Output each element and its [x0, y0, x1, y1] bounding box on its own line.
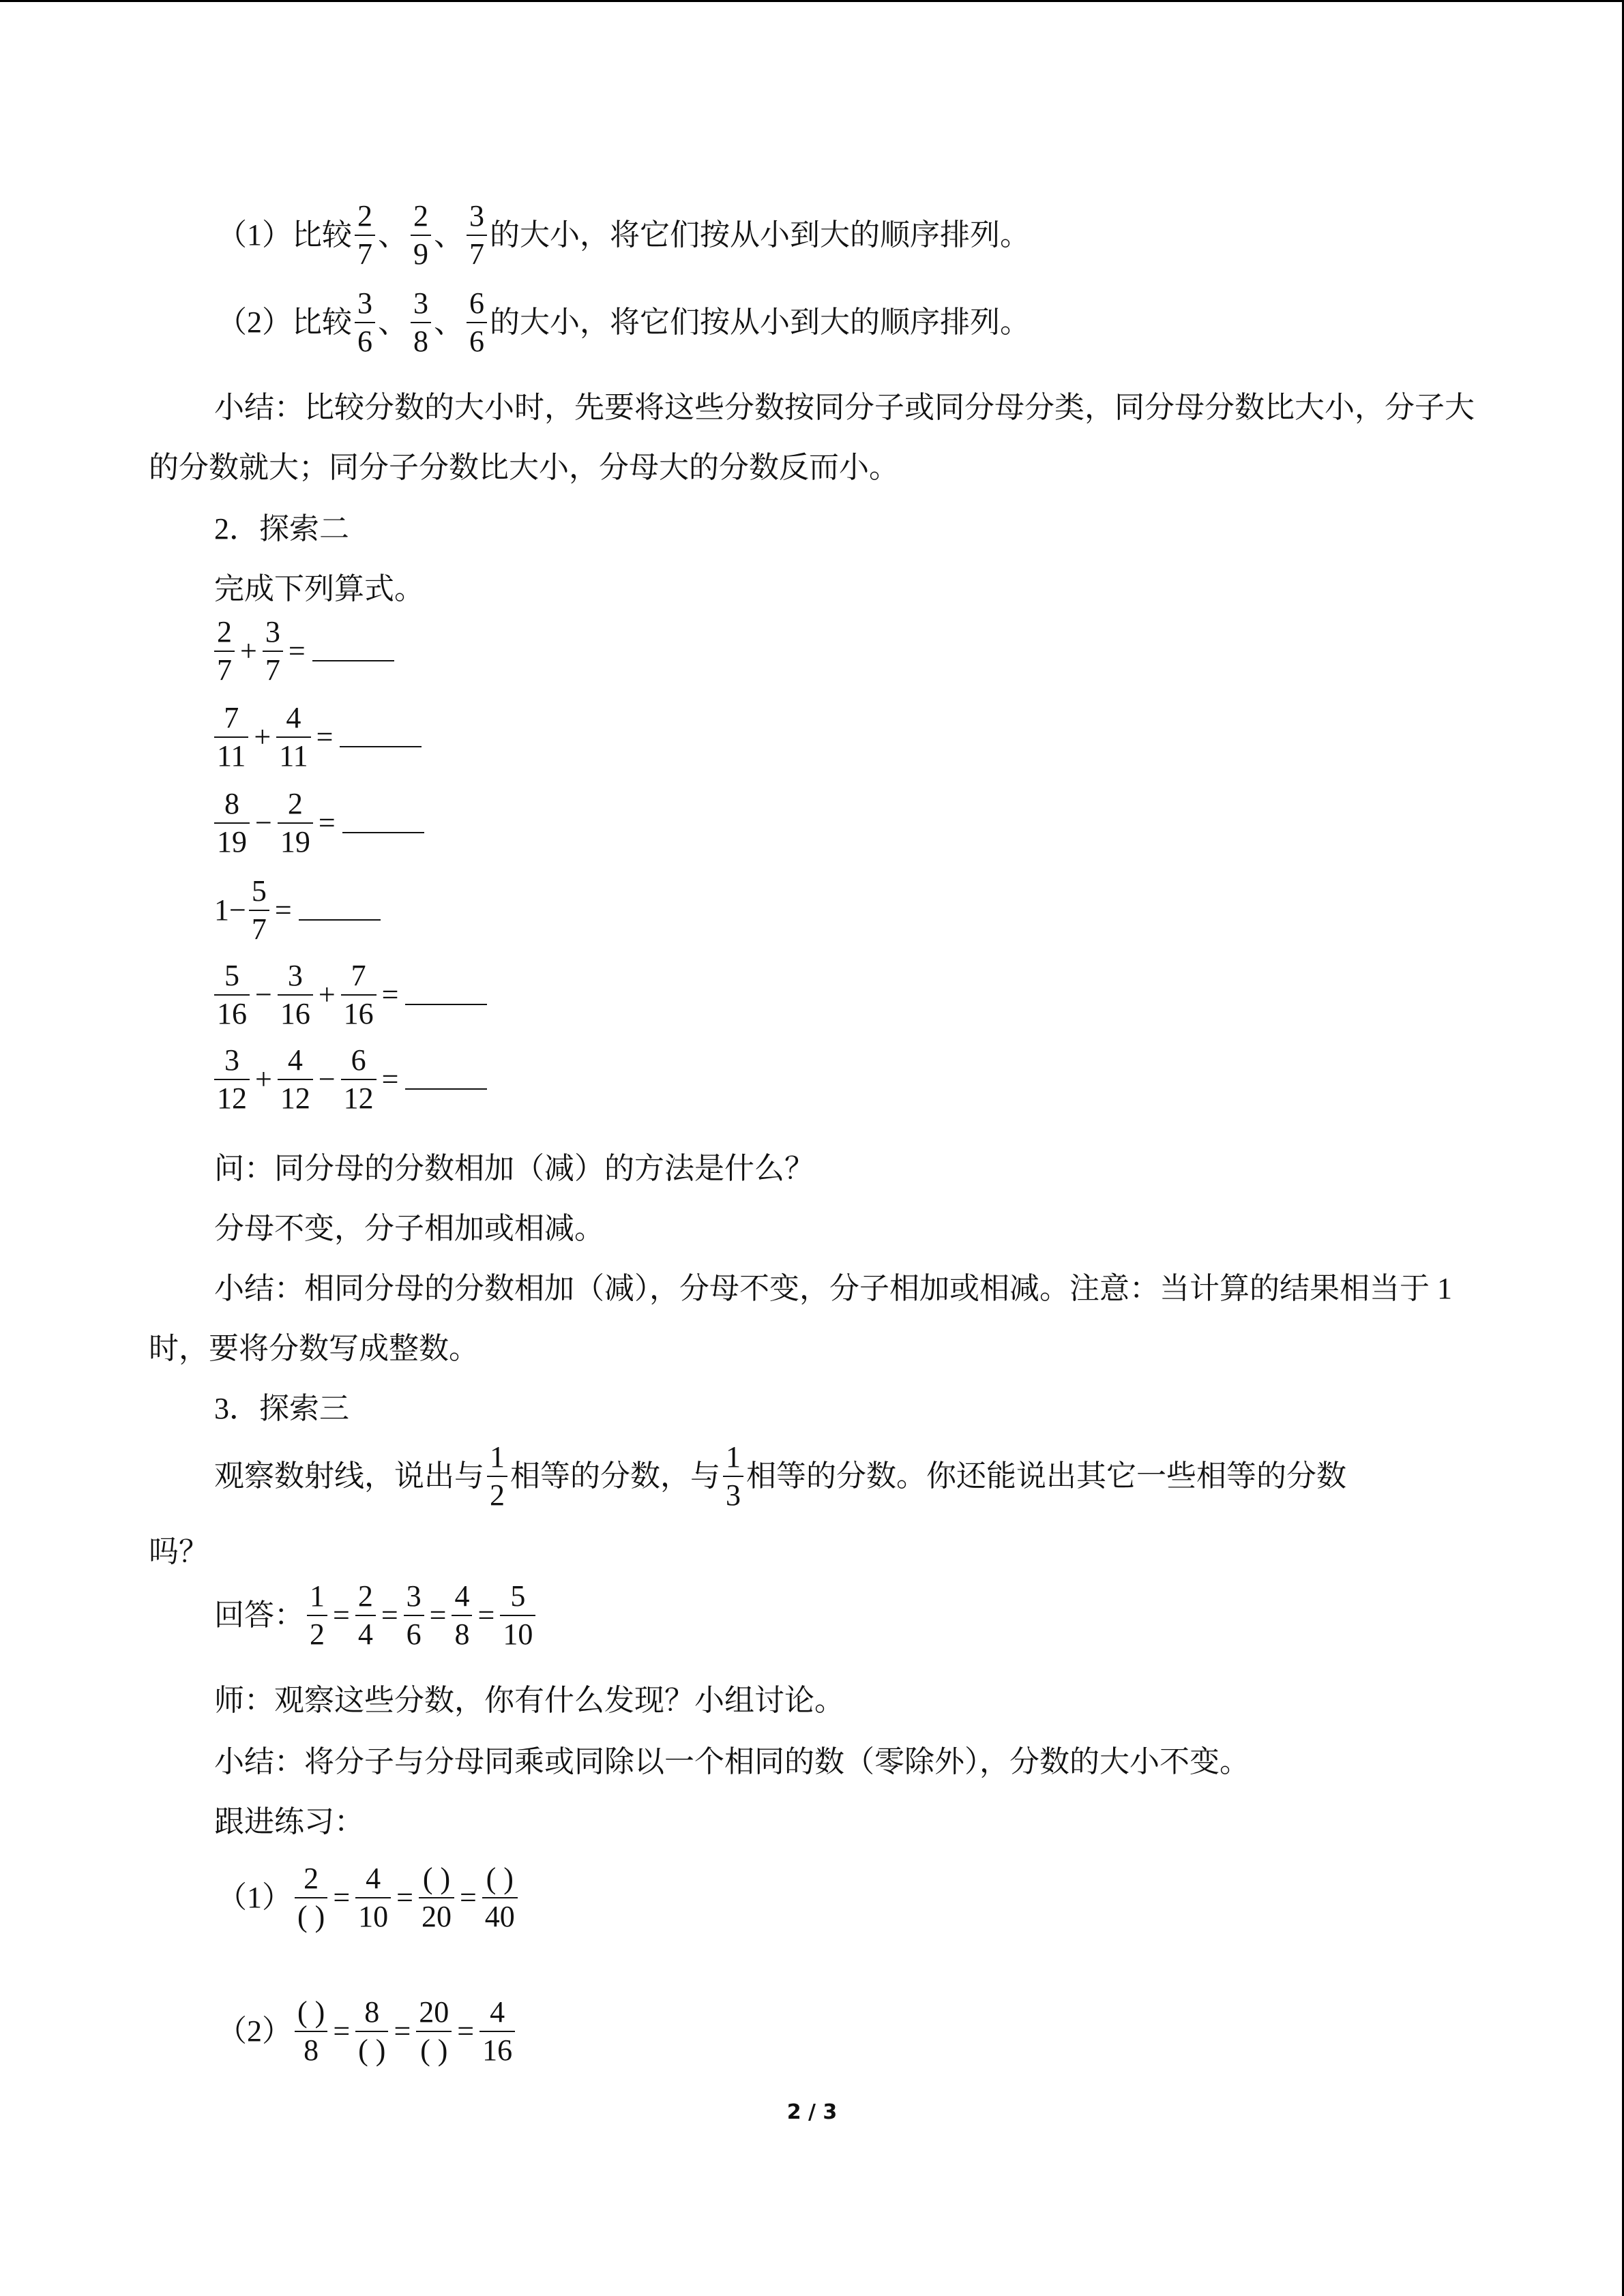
equation-4: 1− $\frac{5}{7}$ = [214, 873, 381, 948]
fraction: $\frac{3}{6}$ [355, 285, 375, 360]
fraction: $\frac{2}{9}$ [411, 198, 431, 273]
q1-suffix: 的大小，将它们按从小到大的顺序排列。 [490, 218, 1030, 252]
q2-prefix: （2）比较 [217, 305, 352, 339]
section-2-heading: 2．探索二 [214, 512, 349, 546]
top-border [0, 0, 1624, 2]
answer-blank[interactable] [405, 1083, 487, 1090]
q1-prefix: （1）比较 [217, 218, 352, 252]
fraction: $\frac{2}{7}$ [355, 198, 375, 273]
answer-blank[interactable] [299, 914, 381, 921]
practice-1: （1） $\frac{2}{( )}$ = $\frac{4}{10}$ = $\frac{( )}{20}$ = $\frac{( )}{40}$ [217, 1860, 520, 1935]
question-2: （2）比较 $\frac{3}{6}$ 、 $\frac{3}{8}$ 、 $\frac{6}{6}$ 的大小，将它们按从小到大的顺序排列。 [217, 285, 1030, 360]
answer-blank[interactable] [405, 998, 487, 1005]
summary-2: 小结：相同分母的分数相加（减），分母不变，分子相加或相减。注意：当计算的结果相当于 1 时，要将分数写成整数。 [149, 1272, 1452, 1365]
equation-6: $\frac{3}{12}$ + $\frac{4}{12}$ − $\frac{6}{12}$ = [211, 1042, 487, 1117]
observation-end: 吗？ [149, 1535, 209, 1568]
question-text: 问：同分母的分数相加（减）的方法是什么？ [214, 1152, 814, 1185]
teacher-text: 师：观察这些分数，你有什么发现？小组讨论。 [214, 1684, 844, 1717]
observation: 观察数射线，说出与 $\frac{1}{2}$ 相等的分数，与 $\frac{1}{3}$ 相等的分数。你还能说出其它一些相等的分数 [214, 1440, 1346, 1512]
equation-2: $\frac{7}{11}$ + $\frac{4}{11}$ = [211, 700, 422, 775]
instruction-2: 完成下列算式。 [214, 572, 424, 606]
answer-blank[interactable] [342, 826, 424, 833]
q2-suffix: 的大小，将它们按从小到大的顺序排列。 [490, 305, 1030, 339]
fraction: $\frac{3}{8}$ [411, 285, 431, 360]
question-1: （1）比较 $\frac{2}{7}$ 、 $\frac{2}{9}$ 、 $\frac{3}{7}$ 的大小，将它们按从小到大的顺序排列。 [217, 198, 1030, 273]
equation-1: $\frac{2}{7}$ + $\frac{3}{7}$ = [211, 614, 394, 689]
equation-3: $\frac{8}{19}$ − $\frac{2}{19}$ = [211, 786, 424, 861]
summary-1: 小结：比较分数的大小时，先要将这些分数按同分子或同分母分类，同分母分数比大小，分子大的分数就大；同分子分数比大小，分母大的分数反而小。 [149, 391, 1475, 484]
section-3-heading: 3．探索三 [214, 1392, 349, 1425]
page-number: 2 / 3 [786, 2100, 838, 2124]
answer-text: 分母不变，分子相加或相减。 [214, 1212, 604, 1245]
fraction: $\frac{3}{7}$ [467, 198, 487, 273]
answer-blank[interactable] [340, 741, 422, 747]
fraction: $\frac{6}{6}$ [467, 285, 487, 360]
reply: 回答： $\frac{1}{2}$ = $\frac{2}{4}$ = $\frac{3}{6}$ = $\frac{4}{8}$ = $\frac{5}{10}$ [214, 1578, 538, 1653]
answer-blank[interactable] [312, 655, 394, 661]
equation-5: $\frac{5}{16}$ − $\frac{3}{16}$ + $\frac{7}{16}$ = [211, 957, 487, 1032]
practice-heading: 跟进练习： [214, 1805, 364, 1838]
summary-3: 小结：将分子与分母同乘或同除以一个相同的数（零除外），分数的大小不变。 [214, 1745, 1250, 1778]
practice-2: （2） $\frac{( )}{8}$ = $\frac{8}{( )}$ = $\frac{20}{( )}$ = $\frac{4}{16}$ [217, 1994, 518, 2069]
